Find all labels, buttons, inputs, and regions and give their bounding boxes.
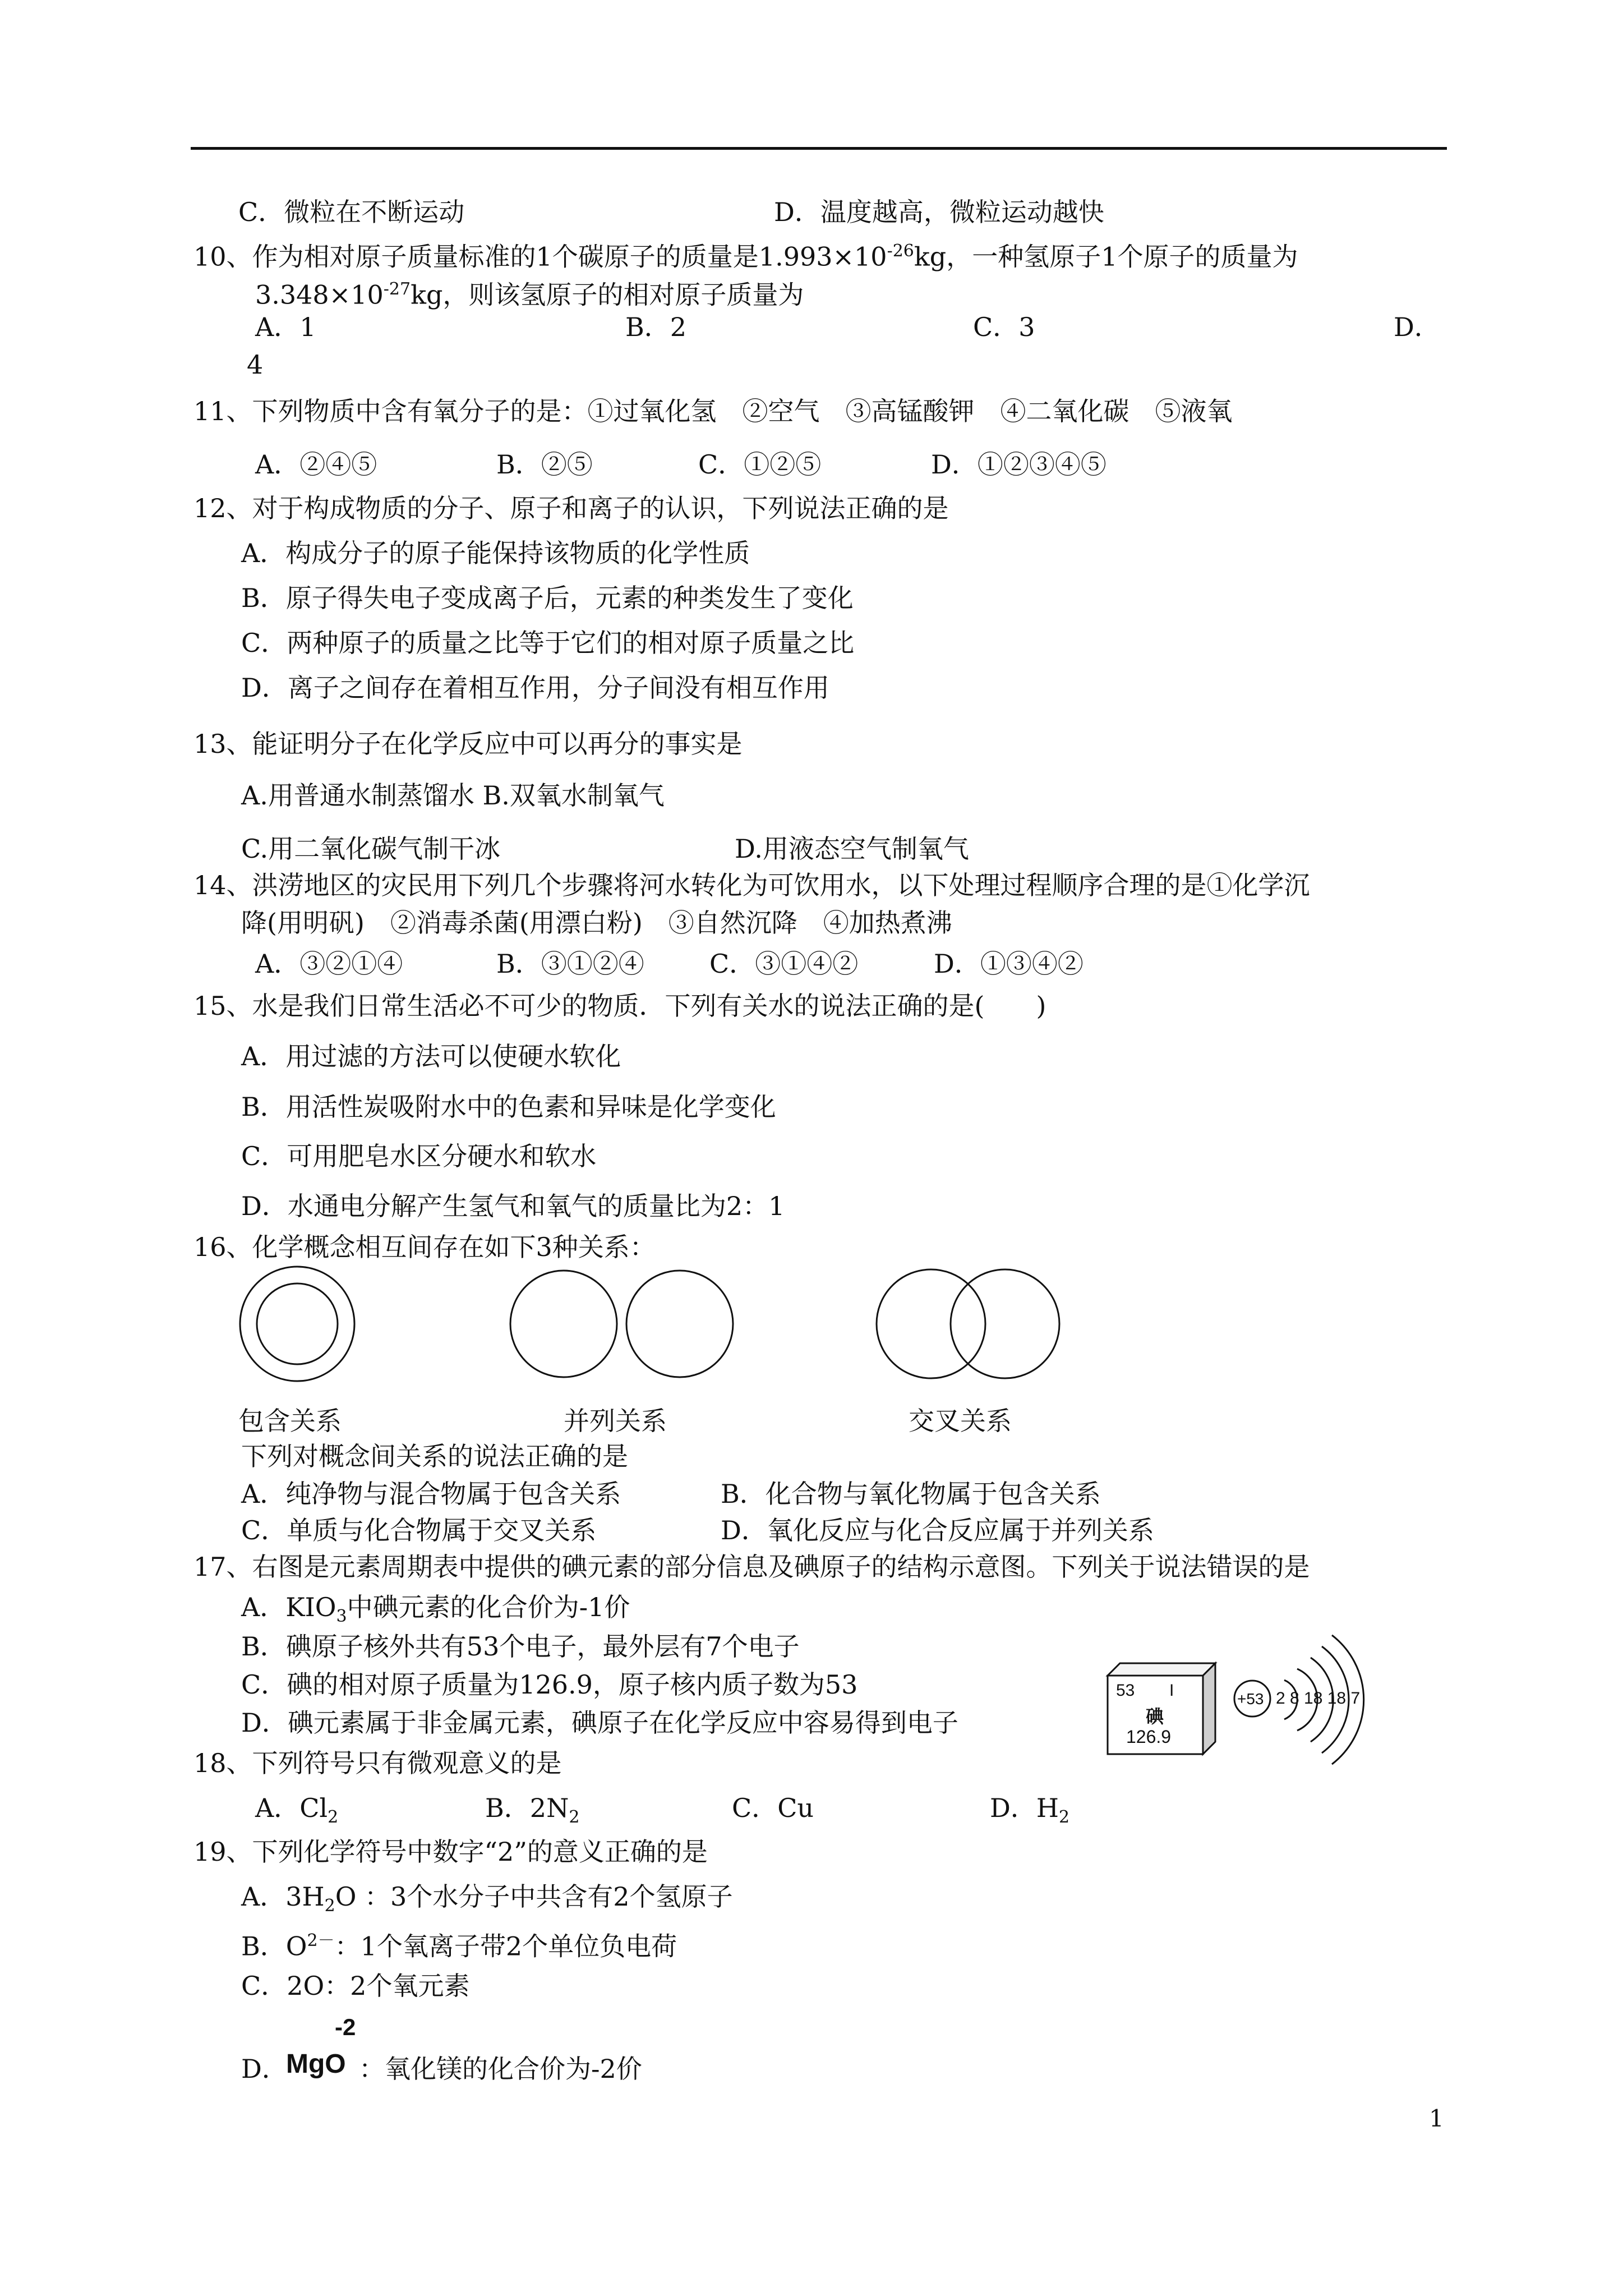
- q15-option-b: B．用活性炭吸附水中的色素和异味是化学变化: [241, 1092, 776, 1122]
- q9-option-d: D．温度越高，微粒运动越快: [774, 197, 1104, 227]
- q18-option-d: D．$H_2$: [990, 1793, 1070, 1828]
- element-name: 碘: [1146, 1706, 1164, 1727]
- q10-stem: 10、作为相对原子质量标准的1个碳原子的质量是$1.993\times 10^{-26}kg$，一种氢原子1个原子的质量为: [193, 241, 1298, 272]
- inclusion-label: 包含关系: [238, 1406, 342, 1436]
- q14-option-b: B．③①②④: [496, 949, 644, 979]
- concept-relation-diagram: [224, 1262, 1077, 1386]
- q14-stem-line2: 降(用明矾) ②消毒杀菌(用漂白粉) ③自然沉降 ④加热煮沸: [241, 908, 952, 938]
- q10-option-c: C．3: [973, 312, 1035, 342]
- q12-stem: 12、对于构成物质的分子、原子和离子的认识，下列说法正确的是: [193, 493, 949, 523]
- q18-option-c: C．Cu: [732, 1793, 814, 1823]
- q19-stem: 19、下列化学符号中数字“2”的意义正确的是: [193, 1837, 708, 1867]
- q11-option-a: A．②④⑤: [255, 449, 377, 480]
- q19-option-b: B．$O^{2-}$：1个氧离子带2个单位负电荷: [241, 1931, 677, 1962]
- q13-option-d: D.用液态空气制氧气: [735, 834, 969, 864]
- q16-option-d: D．氧化反应与化合反应属于并列关系: [721, 1515, 1154, 1545]
- q15-stem: 15、水是我们日常生活必不可少的物质．下列有关水的说法正确的是( ): [193, 991, 1046, 1021]
- q19-option-c: C．2O：2个氧元素: [241, 1971, 470, 2001]
- q11-option-c: C．①②⑤: [698, 449, 822, 480]
- q11-stem: 11、下列物质中含有氧分子的是：①过氧化氢 ②空气 ③高锰酸钾 ④二氧化碳 ⑤液氧: [193, 396, 1233, 426]
- q17-option-d: D．碘元素属于非金属元素，碘原子在化学反应中容易得到电子: [241, 1708, 958, 1738]
- q10-stem-line2: $3.348\times 10^{-27}kg$，则该氢原子的相对原子质量为: [255, 279, 804, 310]
- q10-option-b: B．2: [625, 312, 687, 342]
- q13-option-ab: A.用普通水制蒸馏水 B.双氧水制氧气: [241, 780, 665, 811]
- q11-option-d: D．①②③④⑤: [931, 449, 1106, 480]
- q18-option-b: B．$2N_2$: [485, 1793, 580, 1828]
- q16-option-b: B．化合物与氧化物属于包含关系: [721, 1479, 1101, 1509]
- intersection-circles: [877, 1269, 1059, 1378]
- inclusion-circles: [240, 1267, 354, 1381]
- q17-option-c: C．碘的相对原子质量为126.9，原子核内质子数为53: [241, 1669, 858, 1700]
- q9-option-c: C．微粒在不断运动: [238, 197, 465, 227]
- q12-option-b: B．原子得失电子变成离子后，元素的种类发生了变化: [241, 583, 854, 613]
- q17-option-b: B．碘原子核外共有53个电子，最外层有7个电子: [241, 1631, 800, 1662]
- q13-option-c: C.用二氧化碳气制干冰: [241, 834, 501, 864]
- q10-option-d-letter: D．: [1394, 312, 1440, 342]
- q16-option-a: A．纯净物与混合物属于包含关系: [241, 1479, 621, 1509]
- q14-stem: 14、洪涝地区的灾民用下列几个步骤将河水转化为可饮用水，以下处理过程顺序合理的是①化学沉: [193, 870, 1310, 900]
- element-symbol: I: [1169, 1681, 1174, 1700]
- q13-stem: 13、能证明分子在化学反应中可以再分的事实是: [193, 729, 743, 759]
- q15-option-c: C．可用肥皂水区分硬水和软水: [241, 1141, 597, 1171]
- q15-option-a: A．用过滤的方法可以使硬水软化: [241, 1041, 621, 1071]
- q12-option-a: A．构成分子的原子能保持该物质的化学性质: [241, 538, 750, 568]
- element-atomic-mass: 126.9: [1126, 1727, 1172, 1747]
- q17-option-a: A．$KIO_3$中碘元素的化合价为-1价: [241, 1592, 630, 1627]
- q14-option-d: D．①③④②: [934, 949, 1083, 979]
- parallel-label: 并列关系: [564, 1406, 667, 1436]
- q17-stem: 17、右图是元素周期表中提供的碘元素的部分信息及碘原子的结构示意图。下列关于说法错误的是: [193, 1552, 1310, 1582]
- nucleus-charge: +53: [1237, 1690, 1264, 1708]
- q18-option-a: A．$Cl_2$: [255, 1793, 339, 1828]
- q18-stem: 18、下列符号只有微观意义的是: [193, 1748, 562, 1778]
- page-number: 1: [1429, 2105, 1444, 2132]
- mgo-valence: -2: [335, 2014, 356, 2040]
- header-rule: [191, 147, 1447, 150]
- parallel-circles: [510, 1271, 733, 1377]
- q16-substem: 下列对概念间关系的说法正确的是: [241, 1441, 628, 1471]
- q19-option-d-text: ：氧化镁的化合价为-2价: [359, 2054, 642, 2084]
- intersection-label: 交叉关系: [909, 1406, 1012, 1436]
- q14-option-a: A．③②①④: [255, 949, 403, 979]
- mgo-formula: MgO: [286, 2049, 346, 2079]
- q12-option-d: D．离子之间存在着相互作用，分子间没有相互作用: [241, 673, 829, 703]
- electron-shells: 2 8 18 18 7: [1276, 1689, 1361, 1708]
- q19-option-a: A．$3H_2O$ ：3个水分子中共含有2个氢原子: [241, 1881, 733, 1916]
- q19-option-d-letter: D．: [241, 2054, 288, 2084]
- q11-option-b: B．②⑤: [496, 449, 593, 480]
- q12-option-c: C．两种原子的质量之比等于它们的相对原子质量之比: [241, 628, 855, 658]
- q16-stem: 16、化学概念相互间存在如下3种关系：: [193, 1232, 656, 1262]
- q15-option-d: D．水通电分解产生氢气和氧气的质量比为2：1: [241, 1191, 785, 1221]
- q10-option-a: A．1: [255, 312, 316, 342]
- element-atomic-number: 53: [1116, 1681, 1135, 1700]
- q16-option-c: C．单质与化合物属于交叉关系: [241, 1515, 597, 1545]
- q10-option-d-value: 4: [247, 349, 264, 380]
- q14-option-c: C．③①④②: [709, 949, 859, 979]
